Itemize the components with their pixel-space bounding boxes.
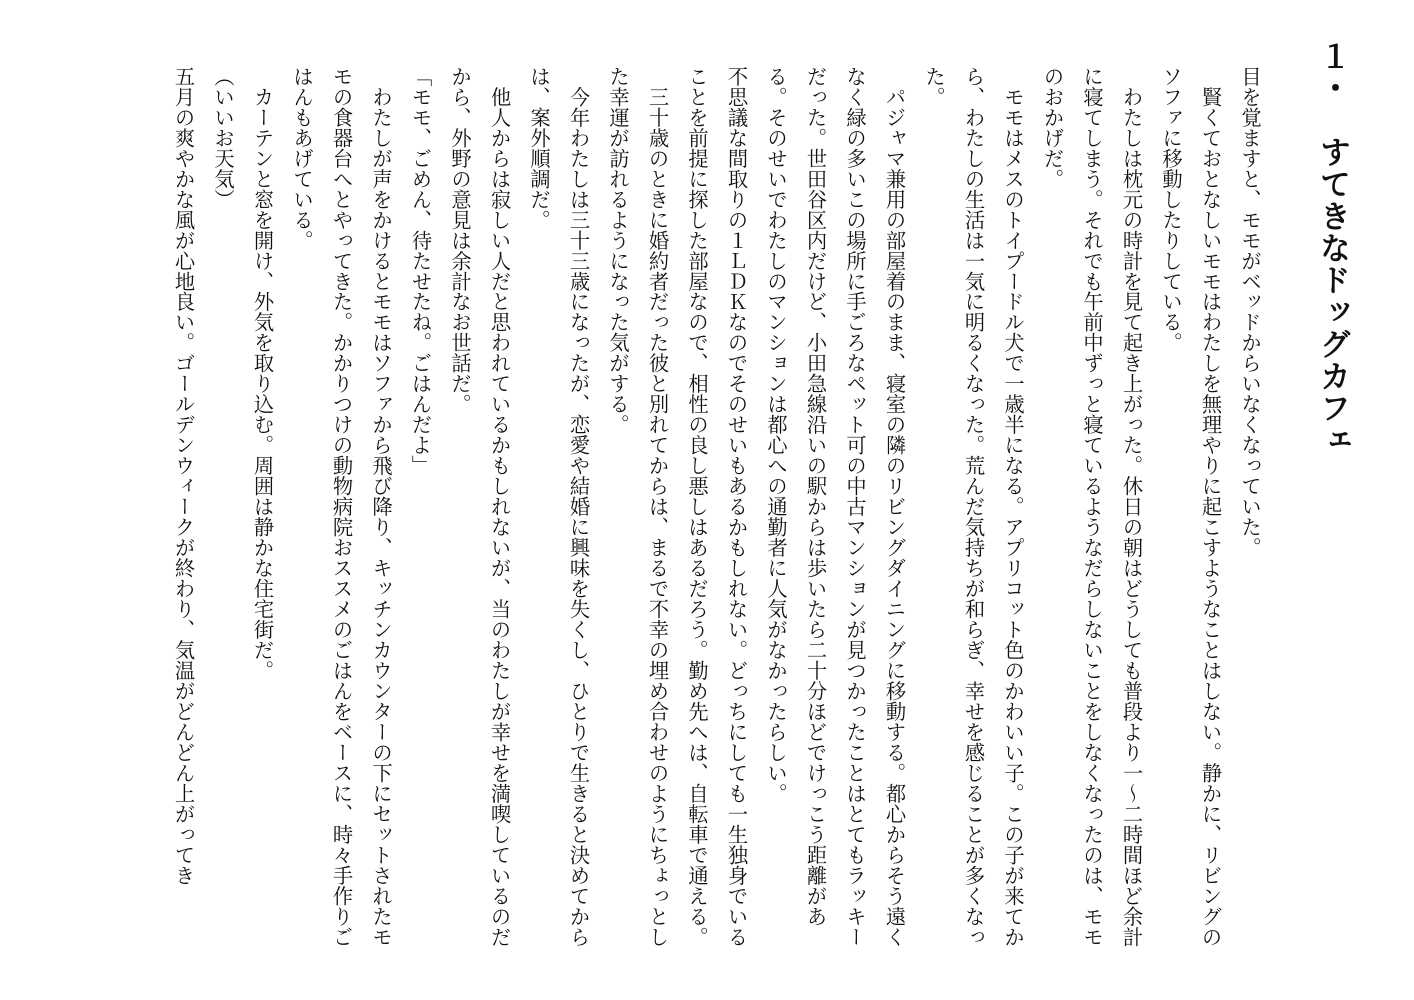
paragraph: わたしは枕元の時計を見て起き上がった。休日の朝はどうしても普段より一～二時間ほど余計に寝てしまう。それでも午前中ずっと寝ているようなだらしないことをしなくなったのは、モモのおかげだ。 (1040, 66, 1144, 948)
paragraph: 他人からは寂しい人だと思われているかもしれないが、当のわたしが幸せを満喫しているのだから、外野の意見は余計なお世話だ。 (448, 66, 512, 948)
paragraph: 五月の爽やかな風が心地良い。ゴールデンウィークが終わり、気温がどんどん上がってき (171, 66, 196, 886)
paragraph: カーテンと窓を開け、外気を取り込む。周囲は静かな住宅街だ。 (250, 66, 275, 681)
body-text (89, 66, 1269, 966)
inner-thought-line: （いいお天気） (211, 66, 235, 210)
paragraph: 今年わたしは三十三歳になったが、恋愛や結婚に興味を失くし、ひとりで生きると決めてからは、案外順調だ。 (527, 66, 591, 948)
paragraph: 賢くておとなしいモモはわたしを無理やりに起こすようなことはしない。静かに、リビングのソファに移動したりしている。 (1159, 66, 1223, 948)
paragraph: 不思議な間取りの１ＬＤＫなのでそのせいもあるかもしれない。どっちにしても一生独身でいることを前提に探した部屋なので、相性の良し悪しはあるだろう。勤め先へは、自転車で通える。 (685, 66, 749, 948)
dialogue-line: 「モモ、ごめん、待たせたね。ごはんだよ」 (408, 66, 433, 476)
chapter-title: １・ すてきなドッグカフェ (1314, 40, 1350, 456)
paragraph: モモはメスのトイプードル犬で一歳半になる。アプリコット色のかわいい子。この子が来てから、わたしの生活は一気に明るくなった。荒んだ気持ちが和らぎ、幸せを感じることが多くなった。 (922, 66, 1025, 948)
paragraph: わたしが声をかけるとモモはソファから飛び降り、キッチンカウンターの下にセットされたモモの食器台へとやってきた。かかりつけの動物病院おススメのごはんをベースに、時々手作りごはんもあげている。 (290, 66, 393, 948)
paragraph: 三十歳のときに婚約者だった彼と別れてからは、まるで不幸の埋め合わせのようにちょっとした幸運が訪れるようになった気がする。 (606, 66, 670, 948)
paragraph: パジャマ兼用の部屋着のまま、寝室の隣のリビングダイニングに移動する。都心からそう遠くなく緑の多いこの場所に手ごろなペット可の中古マンションが見つかったことはとてもラッキーだった。世田谷区内だけど、小田急線沿いの駅からは歩いたら二十分ほどでけっこう距離がある。そのせいでわたしのマンションは都心への通勤者に人気がなかったらしい。 (764, 66, 907, 948)
paragraph: 目を覚ますと、モモがベッドからいなくなっていた。 (1238, 66, 1262, 558)
